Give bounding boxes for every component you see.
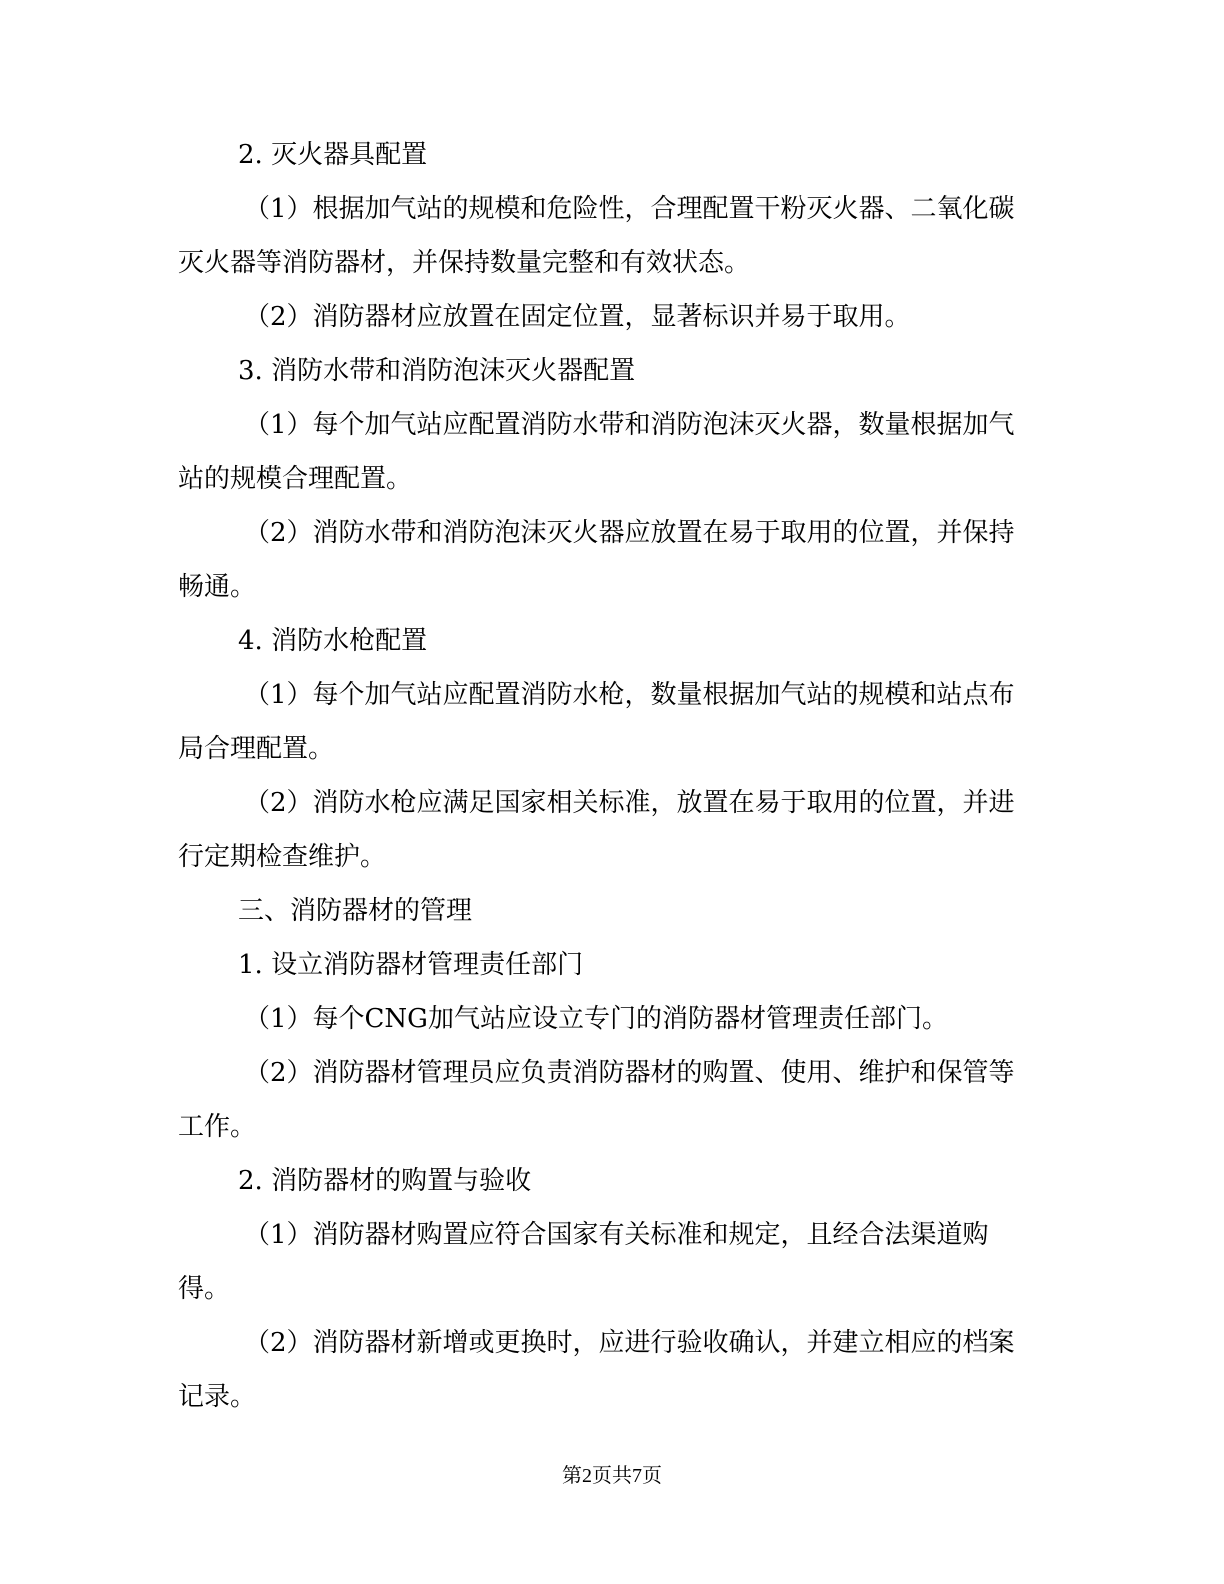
paragraph-item: （2）消防器材新增或更换时，应进行验收确认，并建立相应的档案记录。: [178, 1328, 1015, 1412]
section-heading-responsible-department: 1. 设立消防器材管理责任部门: [238, 950, 584, 980]
paragraph-item: （1）每个CNG加气站应设立专门的消防器材管理责任部门。: [244, 1004, 948, 1034]
page-number-footer: 第2页共7页: [562, 1465, 662, 1487]
section-heading-extinguisher-config: 2. 灭火器具配置: [238, 140, 428, 170]
chapter-heading-equipment-management: 三、消防器材的管理: [238, 896, 473, 926]
section-heading-purchase-acceptance: 2. 消防器材的购置与验收: [238, 1166, 532, 1196]
paragraph-item: （2）消防水枪应满足国家相关标准，放置在易于取用的位置，并进行定期检查维护。: [178, 788, 1015, 872]
paragraph-item: （1）消防器材购置应符合国家有关标准和规定，且经合法渠道购得。: [178, 1220, 989, 1304]
paragraph-item: （2）消防水带和消防泡沫灭火器应放置在易于取用的位置，并保持畅通。: [178, 518, 1015, 602]
paragraph-item: （1）每个加气站应配置消防水带和消防泡沫灭火器，数量根据加气站的规模合理配置。: [178, 410, 1015, 494]
paragraph-item: （2）消防器材管理员应负责消防器材的购置、使用、维护和保管等工作。: [178, 1058, 1015, 1142]
paragraph-item: （1）根据加气站的规模和危险性，合理配置干粉灭火器、二氧化碳灭火器等消防器材，并保持数量完整和有效状态。: [178, 194, 1015, 278]
paragraph-item: （2）消防器材应放置在固定位置，显著标识并易于取用。: [244, 302, 911, 332]
section-heading-hose-foam-config: 3. 消防水带和消防泡沫灭火器配置: [238, 356, 636, 386]
document-body: [178, 128, 1030, 1424]
paragraph-item: （1）每个加气站应配置消防水枪，数量根据加气站的规模和站点布局合理配置。: [178, 680, 1015, 764]
section-heading-water-gun-config: 4. 消防水枪配置: [238, 626, 428, 656]
